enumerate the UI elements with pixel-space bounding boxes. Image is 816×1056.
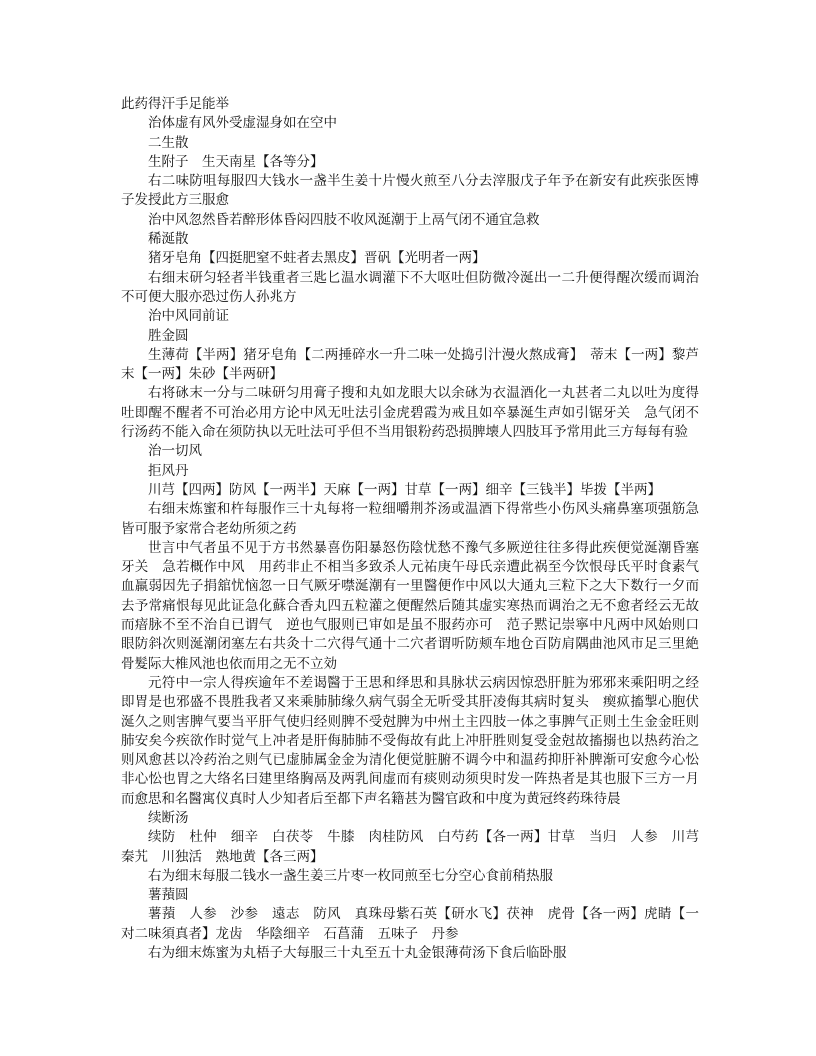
recipe-title: 拒风丹 xyxy=(148,462,189,479)
text-line: 右细末研匀轻者半钱重者三匙匕温水调灌下不大呕吐但防微冷涎出一二升便得醒次缓而调治不可便大服亦恐过伤人孙兆方 xyxy=(121,269,699,305)
ingredients-line: 川芎【四两】防风【一两半】天麻【一两】甘草【一两】细辛【三钱半】毕拨【半两】 xyxy=(148,481,661,498)
text-line: 右为细末炼蜜为丸梧子大每服三十丸至五十丸金银薄荷汤下食后临卧服 xyxy=(148,945,567,962)
text-line: 治一切风 xyxy=(148,443,202,460)
text-line: 世言中气者虽不见于方书然暴喜伤阳暴怒伤陰忧愁不豫气多厥逆往往多得此疾便觉涎潮昏塞牙关 急若概作中风 用药非止不相当多致杀人元祐庚午母氏亲遭此祸至今饮恨母氏平时食素气血羸弱因先子捐舘忧恼忽一日气厥牙噤涎潮有一里醫便作中风以大通丸三粒下之大下数行一夕而去予常痛恨每见此证急化蘇合香丸四五粒灌之便醒然后随其虚实寒热而调治之无不愈者经云无故而瘖脉不至不治自已谓气 逆也气服则已审如是虽不服药亦可 范子黙记崇寧中凡两中风始则口眼防斜次则涎潮闭塞左右共灸十二穴得气通十二穴者谓听防颊车地仓百防肩隅曲池风市足三里絶骨髮际大椎风池也依而用之无不立効 xyxy=(121,539,699,672)
ingredients-line: 猪牙皂角【四挺肥窒不蛀者去黑皮】晋矾【光明者一两】 xyxy=(148,250,486,267)
document-page xyxy=(121,95,713,963)
recipe-title: 胜金圆 xyxy=(148,327,189,344)
recipe-title: 续断汤 xyxy=(148,809,189,826)
text-line: 治体虚有风外受虚湿身如在空中 xyxy=(148,115,337,132)
text-line: 治中风同前证 xyxy=(148,308,229,325)
text-line: 右细末炼蜜和杵每服作三十丸每将一粒细嚼荆芥汤或温酒下得常些小伤风头痛鼻塞项强筋急皆可服予家常合老幼所须之药 xyxy=(121,501,699,537)
recipe-title: 二生散 xyxy=(148,134,189,151)
text-line: 右将砯末一分与二味研匀用膏子搜和丸如龙眼大以余砯为衣温酒化一丸甚者二丸以吐为度得吐即醒不醒者不可治必用方论中风无吐法引金虎碧霞为戒且如卒暴涎生声如引锯牙关 急气闭不行汤药不能入命在须防执以无吐法可乎但不当用银粉药恐损脾壊人四肢耳予常用此三方每每有验 xyxy=(121,385,699,441)
ingredients-line: 生薄荷【半两】猪牙皂角【二两捶碎水一升二味一处捣引汁漫火熬成膏】 蒂末【一两】黎芦末【一两】朱砂【半两研】 xyxy=(121,346,699,383)
text-line: 治中风忽然昏若醉形体昏闷四肢不收风涎潮于上鬲气闭不通宜急救 xyxy=(148,211,540,228)
text-line: 此药得汗手足能举 xyxy=(121,96,229,112)
ingredients-line: 生附子 生天南星【各等分】 xyxy=(148,153,324,170)
recipe-title: 薯蕷圆 xyxy=(148,887,189,904)
ingredients-line: 薯蕷 人参 沙参 遠志 防风 真珠母紫石英【研水飞】茯神 虎骨【各一两】虎睛【一对二味須真者】龙齿 华陰细辛 石菖蒲 五味子 丹参 xyxy=(121,906,699,942)
text-line: 右二味防咀每服四大钱水一盏半生姜十片慢火煎至八分去滓服戊子年予在新安有此疾张医博子发授此方三服愈 xyxy=(121,173,699,209)
ingredients-line: 续防 杜仲 细辛 白茯苓 牛膝 肉桂防风 白芍药【各一两】甘草 当归 人参 川芎 秦艽 川独活 熟地黄【各三两】 xyxy=(121,829,713,865)
recipe-title: 稀涎散 xyxy=(148,231,189,248)
text-line: 右为细末每服二钱水一盏生姜三片枣一枚同煎至七分空心食前稍热服 xyxy=(148,867,553,884)
text-line: 元符中一宗人得疾逾年不差谒醫于王思和绎思和具脉状云病因惊恐肝脏为邪邪来乘阳明之经即胃是也邪盛不畏胜我者又来乘肺肺缘久病气弱全无听受其肝凌侮其病时复头 瘈疭搐掣心胞伏涎久之则害脾气要当平肝气使归经则脾不受尅脾为中州土主四肢一体之事脾气正则土生金金旺则肺安矣今疾欲作时觉气上冲者是肝侮肺肺不受侮故有此上冲肝胜则复受金尅故搐搦也以热药治之则风愈甚以冷药治之则气已虚肺属金金为清化便觉脏腑不调今中和温药抑肝补脾渐可安愈今心忪非心忪也胃之大络名曰建里络胸鬲及两乳间虚而有痰则动须臾时发一阵热者是其也服下三方一月而愈思和名醫寓仪真时人少知者后至都下声名籍甚为醫官政和中度为黄冠终药珠待晨 xyxy=(121,674,699,807)
